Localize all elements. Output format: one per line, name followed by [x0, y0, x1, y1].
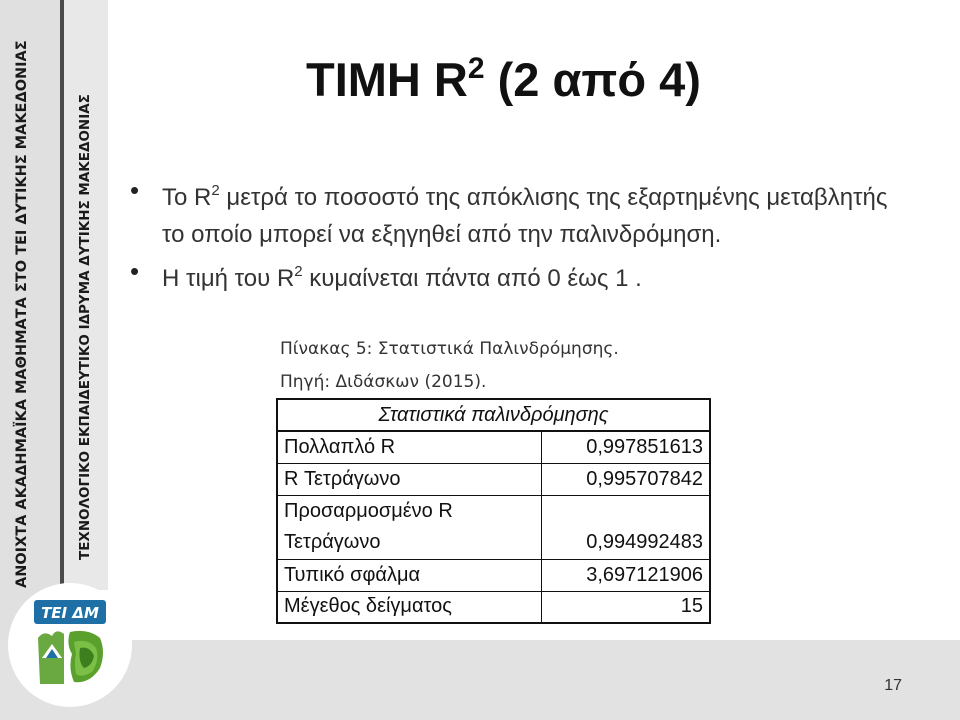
row-value: 0,997851613 [541, 431, 710, 463]
table-row [277, 591, 710, 623]
row-value: 0,994992483 [541, 527, 710, 559]
table-row [277, 495, 710, 527]
table-row [277, 527, 710, 559]
tei-dm-logo-icon [30, 598, 110, 690]
footer-bar [0, 640, 960, 720]
logo-text: ΤΕΙ ΔΜ [41, 604, 99, 622]
sidebar-text-inner: ΤΕΧΝΟΛΟΓΙΚΟ ΕΚΠΑΙΔΕΥΤΙΚΟ ΙΔΡΥΜΑ ΔΥΤΙΚΗΣ ΜΑΚΕΔΟΝΙΑΣ [77, 94, 93, 560]
table-row [277, 463, 710, 495]
table-caption [280, 333, 619, 399]
row-value: 0,995707842 [541, 463, 710, 495]
row-label: Πολλαπλό R [277, 431, 541, 463]
page-number: 17 [884, 677, 902, 694]
row-label: Τυπικό σφάλμα [277, 559, 541, 591]
bullet-list [130, 172, 910, 297]
sidebar-divider-line [60, 0, 64, 640]
table-row [277, 431, 710, 463]
bullet-item: • Η τιμή του $R^2$ κυμαίνεται πάντα από 0 έως 1 . [130, 253, 910, 297]
bullet-item: • Το $R^2$ μετρά το ποσοστό της απόκλισης της εξαρτημένης μεταβλητής το οποίο μπορεί να εξηγηθεί από την παλινδρόμηση. [130, 172, 910, 253]
regression-stats-table [276, 398, 711, 624]
row-label: Τετράγωνο [277, 527, 541, 559]
sidebar-outer-band [0, 0, 62, 640]
sidebar-text-outer: ΑΝΟΙΧΤΑ ΑΚΑΔΗΜΑΪΚΑ ΜΑΘΗΜΑΤΑ ΣΤΟ ΤΕΙ ΔΥΤΙΚΗΣ ΜΑΚΕΔΟΝΙΑΣ [14, 40, 30, 588]
caption-source: Πηγή: Διδάσκων (2015). [280, 372, 487, 392]
row-value: 3,697121906 [541, 559, 710, 591]
row-label: Προσαρμοσμένο R [277, 495, 541, 527]
table-row [277, 559, 710, 591]
slide-title: ΤΙΜΗ $R^2$ (2 από 4) [306, 52, 701, 106]
row-label: R Τετράγωνο [277, 463, 541, 495]
table-header: Στατιστικά παλινδρόμησης [277, 399, 710, 431]
row-label: Μέγεθος δείγματος [277, 591, 541, 623]
caption-title: Πίνακας 5: Στατιστικά Παλινδρόμησης. [280, 339, 619, 359]
row-value: 15 [680, 595, 703, 618]
